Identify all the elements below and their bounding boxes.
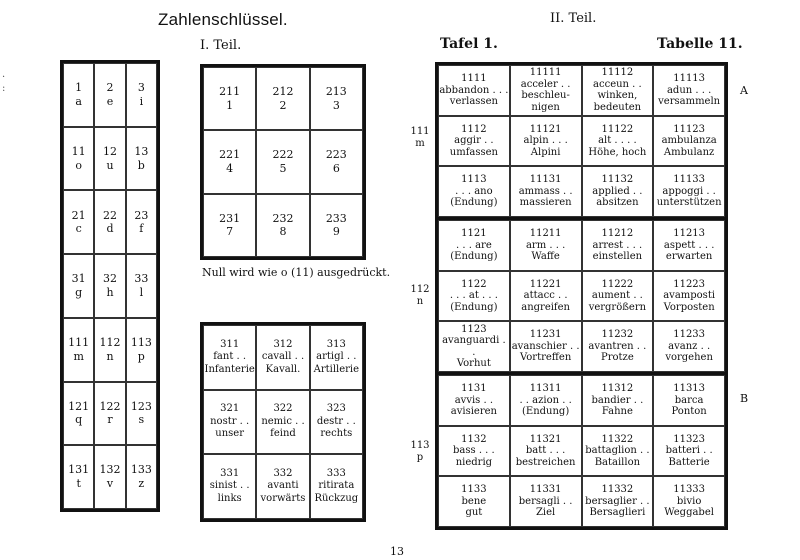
cell-code: 21 (71, 208, 86, 222)
cell-a: aument . . (591, 290, 643, 302)
cell-text: m (73, 349, 84, 363)
cell-a: applied . . (592, 185, 643, 197)
tafel-code-cell (510, 116, 582, 167)
cell-a: acceun . . (593, 78, 642, 90)
cell-b: Fahne (601, 406, 633, 418)
tafel-code-cell (653, 166, 725, 217)
tafel-code-cell (438, 476, 510, 527)
cell-b: links (217, 492, 242, 504)
cell-b: Infanterie (204, 363, 255, 375)
cell-text: 3 (332, 98, 340, 112)
cell-code: 231 (219, 211, 241, 225)
cell-b: gut (465, 507, 483, 519)
tafel-code-cell (653, 220, 725, 271)
digit-code-cell (203, 67, 256, 130)
tafel-code-cell (510, 271, 582, 322)
cell-b: massieren (519, 197, 572, 209)
cell-code: 11132 (601, 174, 634, 186)
cell-code: 11322 (601, 433, 634, 445)
cell-code: 1 (75, 81, 83, 95)
tafel-code-cell (653, 375, 725, 426)
cell-a: . . . at . . . (449, 290, 498, 302)
tafel-code-cell (510, 426, 582, 477)
letter-code-cell (63, 63, 94, 127)
tafel-code-cell (653, 271, 725, 322)
cell-code: 222 (272, 148, 294, 162)
cell-code: 33 (134, 272, 149, 286)
letter-code-cell (126, 127, 157, 191)
row-letter: p (416, 452, 424, 463)
cell-b: Batterie (668, 456, 710, 468)
cell-a: acceler . . (520, 78, 571, 90)
cell-a: battaglion . . (585, 445, 650, 457)
tafel-code-cell (510, 476, 582, 527)
cell-code: 1133 (461, 484, 487, 496)
letter-code-cell (94, 190, 125, 254)
cell-b: Kavall. (265, 363, 301, 375)
cell-a: bene (461, 495, 487, 507)
letters-code-table (60, 60, 160, 512)
letter-code-cell (94, 382, 125, 446)
cell-code: 321 (220, 403, 240, 415)
cell-text: b (137, 158, 145, 172)
cell-code: 123 (130, 399, 152, 413)
cell-a: arrest . . . (592, 239, 643, 251)
cell-b: avisieren (450, 406, 497, 418)
cell-text: 1 (226, 98, 234, 112)
cell-b: umfassen (449, 146, 498, 158)
tafel-row-label-111 (408, 126, 432, 150)
letter-code-cell (126, 190, 157, 254)
cell-b: beschleu-nigen (521, 90, 570, 113)
cell-code: 211 (219, 84, 241, 98)
letter-code-cell (94, 254, 125, 318)
cell-code: 1113 (461, 174, 487, 186)
word-code-cell (256, 325, 309, 390)
cell-b: niedrig (455, 456, 493, 468)
cell-b: feind (270, 428, 296, 440)
cell-code: 11332 (601, 484, 634, 496)
digits-code-table (200, 64, 366, 260)
cell-a: alpin . . . (523, 135, 568, 147)
cell-code: 13 (134, 144, 149, 158)
cell-code: 111 (68, 335, 90, 349)
cell-b: Artillerie (313, 363, 360, 375)
digit-code-cell (203, 130, 256, 193)
tafel-group-112 (438, 220, 725, 375)
cell-code: 11232 (601, 329, 634, 341)
digit-code-cell (256, 194, 309, 257)
word-code-cell (203, 454, 256, 519)
tafel-code-cell (510, 321, 582, 372)
margin-marks: · : (2, 72, 6, 94)
cell-a: . . . ano (455, 185, 493, 197)
cell-code: 113 (130, 335, 152, 349)
digit-code-cell (256, 130, 309, 193)
cell-text: 2 (279, 98, 287, 112)
letter-code-cell (63, 190, 94, 254)
cell-b: versammeln (658, 96, 721, 108)
letter-code-cell (126, 318, 157, 382)
cell-a: nemic . . (261, 415, 305, 427)
tafel-code-cell (582, 426, 654, 477)
cell-code: 11212 (601, 228, 634, 240)
cell-a: . . . are (456, 239, 492, 251)
cell-code: 11223 (673, 278, 706, 290)
cell-code: 3 (137, 81, 145, 95)
cell-text: i (139, 94, 144, 108)
cell-code: 22 (102, 208, 117, 222)
tafel-code-cell (582, 375, 654, 426)
cell-code: 1111 (461, 73, 487, 85)
cell-a: avanguardi . . (442, 335, 506, 358)
tafel-code-cell (510, 166, 582, 217)
side-label-a: A (740, 84, 748, 97)
cell-code: 11122 (601, 123, 634, 135)
cell-a: alt . . . . (598, 135, 637, 147)
cell-b: Rückzug (314, 492, 359, 504)
tafel-code-cell (510, 65, 582, 116)
cell-a: abbandon . . . (439, 84, 509, 96)
cell-text: c (75, 222, 82, 236)
cell-b: Weggabel (664, 507, 714, 519)
cell-a: barca (674, 394, 704, 406)
row-code: 113 (410, 440, 430, 451)
cell-b: Bersaglieri (589, 507, 646, 519)
cell-text: 8 (279, 225, 287, 239)
cell-code: 11321 (529, 433, 562, 445)
cell-code: 223 (325, 148, 347, 162)
zero-footnote: Null wird wie o (11) ausgedrückt. (202, 266, 391, 279)
tafel-code-cell (438, 271, 510, 322)
tafel-code-cell (653, 426, 725, 477)
cell-a: batteri . . (665, 445, 713, 457)
tafel-code-cell (653, 65, 725, 116)
cell-text: r (107, 413, 113, 427)
cell-text: s (138, 413, 145, 427)
cell-text: 7 (226, 225, 234, 239)
cell-a: fant . . (213, 351, 247, 363)
cell-a: avanti (267, 480, 299, 492)
cell-a: appoggi . . (662, 185, 716, 197)
cell-a: bandier . . (591, 394, 644, 406)
letter-code-cell (63, 318, 94, 382)
cell-code: 133 (130, 463, 152, 477)
tafel-code-cell (582, 65, 654, 116)
tafel-row-label-113 (408, 440, 432, 464)
cell-b: (Endung) (522, 406, 570, 418)
cell-code: 213 (325, 84, 347, 98)
cell-code: 11313 (673, 383, 706, 395)
cell-text: v (106, 477, 114, 491)
cell-a: bivio (676, 495, 702, 507)
word-code-cell (256, 454, 309, 519)
cell-text: h (106, 285, 114, 299)
cell-b: vergrößern (588, 301, 647, 313)
cell-code: 23 (134, 208, 149, 222)
cell-code: 31 (71, 272, 86, 286)
cell-b: Höhe, hoch (588, 146, 647, 158)
cell-code: 313 (326, 338, 346, 350)
cell-code: 11222 (601, 278, 634, 290)
cell-text: 4 (226, 161, 234, 175)
cell-code: 11131 (529, 174, 562, 186)
cell-code: 11113 (673, 73, 706, 85)
cell-code: 11233 (673, 329, 706, 341)
page-number: 13 (390, 545, 404, 558)
tafel-row-label-112 (408, 284, 432, 308)
cell-b: Bataillon (594, 456, 641, 468)
tafel-code-cell (510, 220, 582, 271)
cell-b: Ziel (535, 507, 556, 519)
cell-a: ambulanza (661, 135, 717, 147)
digit-code-cell (256, 67, 309, 130)
cell-code: 11211 (529, 228, 562, 240)
tafel-code-cell (438, 375, 510, 426)
cell-code: 11311 (529, 383, 562, 395)
cell-b: rechts (320, 428, 353, 440)
tafel-code-cell (438, 166, 510, 217)
word-code-cell (256, 390, 309, 455)
cell-code: 131 (68, 463, 90, 477)
cell-code: 332 (273, 467, 293, 479)
cell-code: 11111 (529, 67, 562, 79)
cell-a: nostr . . (210, 415, 250, 427)
cell-b: bestreichen (515, 456, 576, 468)
tafel-code-cell (653, 321, 725, 372)
tafel-heading: Tafel 1. (440, 36, 498, 52)
cell-code: 1132 (461, 433, 487, 445)
cell-a: bersagli . . (518, 495, 573, 507)
cell-code: 121 (68, 399, 90, 413)
cell-text: a (75, 94, 82, 108)
cell-a: . . azion . . (519, 394, 572, 406)
cell-text: t (76, 477, 81, 491)
cell-b: Ponton (671, 406, 707, 418)
cell-text: f (139, 222, 144, 236)
side-label-b: B (740, 392, 749, 405)
cell-code: 311 (220, 338, 240, 350)
tafel-code-cell (438, 426, 510, 477)
cell-a: bersaglier . . (585, 495, 650, 507)
cell-text: p (137, 349, 145, 363)
cell-code: 11123 (673, 123, 706, 135)
letter-code-cell (63, 382, 94, 446)
cell-code: 11323 (673, 433, 706, 445)
tafel-group-113 (438, 375, 725, 527)
letter-code-cell (126, 63, 157, 127)
cell-a: avanschier . . (511, 340, 580, 352)
digit-code-cell (310, 67, 363, 130)
tafel-code-cell (582, 271, 654, 322)
cell-code: 32 (102, 272, 117, 286)
cell-text: g (75, 285, 83, 299)
letter-code-cell (94, 127, 125, 191)
cell-code: 11121 (529, 123, 562, 135)
letter-code-cell (126, 254, 157, 318)
cell-b: vorwärts (260, 492, 306, 504)
letter-code-cell (63, 445, 94, 509)
cell-a: batt . . . (525, 445, 566, 457)
cell-text: o (75, 158, 82, 172)
cell-b: Alpini (530, 146, 561, 158)
cell-text: 6 (332, 161, 340, 175)
cell-a: destr . . (316, 415, 356, 427)
tafel-code-cell (438, 65, 510, 116)
cell-code: 11 (71, 144, 86, 158)
tafel-code-cell (438, 116, 510, 167)
cell-a: avantren . . (588, 340, 647, 352)
cell-a: avanz . . (668, 340, 711, 352)
tabelle-heading: Tabelle 11. (657, 36, 743, 52)
cell-code: 232 (272, 211, 294, 225)
letter-code-cell (63, 254, 94, 318)
cell-text: q (75, 413, 83, 427)
cell-b: (Endung) (450, 197, 498, 209)
row-code: 112 (410, 284, 430, 295)
cell-code: 112 (99, 335, 121, 349)
cell-code: 331 (220, 467, 240, 479)
cell-code: 11333 (673, 484, 706, 496)
tafel-code-cell (438, 220, 510, 271)
cell-code: 1122 (461, 278, 487, 290)
cell-a: aggir . . (454, 135, 494, 147)
digit-code-cell (310, 194, 363, 257)
row-letter: m (415, 138, 425, 149)
cell-code: 2 (106, 81, 114, 95)
cell-code: 11133 (673, 174, 706, 186)
cell-a: cavall . . (261, 351, 305, 363)
cell-b: Vorposten (663, 301, 715, 313)
cell-b: erwarten (665, 251, 713, 263)
letter-code-cell (126, 382, 157, 446)
cell-code: 11112 (601, 67, 634, 79)
cell-code: 11231 (529, 329, 562, 341)
cell-text: 9 (332, 225, 340, 239)
cell-code: 12 (102, 144, 117, 158)
letter-code-cell (63, 127, 94, 191)
cell-b: absitzen (596, 197, 639, 209)
word-code-cell (310, 454, 363, 519)
page-title: Zahlenschlüssel. (158, 10, 288, 29)
cell-code: 233 (325, 211, 347, 225)
cell-b: Vortreffen (519, 352, 572, 364)
cell-a: artigl . . (316, 351, 357, 363)
tafel-code-cell (510, 375, 582, 426)
word-code-cell (310, 390, 363, 455)
row-code: 111 (410, 126, 430, 137)
cell-a: avamposti (663, 290, 716, 302)
cell-text: z (138, 477, 145, 491)
cell-a: ammass . . (518, 185, 573, 197)
cell-b: unterstützen (656, 197, 722, 209)
word-code-cell (310, 325, 363, 390)
cell-code: 323 (326, 403, 346, 415)
cell-code: 11312 (601, 383, 634, 395)
tafel-code-cell (582, 476, 654, 527)
cell-text: u (106, 158, 114, 172)
cell-b: einstellen (592, 251, 643, 263)
tafel-code-cell (582, 220, 654, 271)
word-code-cell (203, 325, 256, 390)
cell-a: arm . . . (525, 239, 566, 251)
tafel-code-table (435, 62, 728, 530)
tafel-code-cell (438, 321, 510, 372)
letter-code-cell (94, 318, 125, 382)
cell-b: Vorhut (456, 358, 491, 370)
cell-text: l (139, 285, 144, 299)
letter-code-cell (94, 63, 125, 127)
part-one-heading: I. Teil. (200, 38, 242, 53)
letter-code-cell (126, 445, 157, 509)
cell-b: winken, bedeuten (593, 90, 642, 113)
tafel-code-cell (653, 476, 725, 527)
cell-a: adun . . . (666, 84, 712, 96)
cell-b: vorgehen (665, 352, 713, 364)
word-code-cell (203, 390, 256, 455)
cell-a: aspett . . . (663, 239, 715, 251)
cell-code: 132 (99, 463, 121, 477)
cell-code: 322 (273, 403, 293, 415)
cell-code: 312 (273, 338, 293, 350)
cell-code: 122 (99, 399, 121, 413)
cell-b: (Endung) (450, 251, 498, 263)
cell-b: unser (215, 428, 245, 440)
cell-a: ritirata (318, 480, 355, 492)
cell-b: Waffe (531, 251, 560, 263)
cell-b: verlassen (449, 96, 498, 108)
cell-code: 221 (219, 148, 241, 162)
tafel-code-cell (582, 166, 654, 217)
letter-code-cell (94, 445, 125, 509)
cell-b: angreifen (521, 301, 570, 313)
part-two-heading: II. Teil. (550, 11, 597, 26)
cell-code: 212 (272, 84, 294, 98)
digit-code-cell (310, 130, 363, 193)
cell-code: 1121 (461, 228, 487, 240)
cell-code: 11331 (529, 484, 562, 496)
cell-code: 1112 (461, 123, 487, 135)
digit-code-cell (203, 194, 256, 257)
cell-b: (Endung) (450, 301, 498, 313)
cell-b: Protze (601, 352, 634, 364)
cell-code: 1123 (461, 323, 487, 335)
cell-text: e (106, 94, 114, 108)
cell-text: 5 (279, 161, 287, 175)
cell-code: 11213 (673, 228, 706, 240)
tafel-code-cell (653, 116, 725, 167)
cell-text: d (106, 222, 114, 236)
tafel-group-111 (438, 65, 725, 220)
tafel-code-cell (582, 116, 654, 167)
cell-a: sinist . . (209, 480, 250, 492)
words-code-table (200, 322, 366, 522)
cell-b: Ambulanz (663, 146, 715, 158)
cell-code: 1131 (461, 383, 487, 395)
cell-code: 11221 (529, 278, 562, 290)
cell-a: bass . . . (453, 445, 495, 457)
row-letter: n (416, 296, 424, 307)
cell-code: 333 (326, 467, 346, 479)
tafel-code-cell (582, 321, 654, 372)
cell-text: n (106, 349, 114, 363)
cell-a: attacc . . (523, 290, 568, 302)
cell-a: avvis . . (454, 394, 494, 406)
